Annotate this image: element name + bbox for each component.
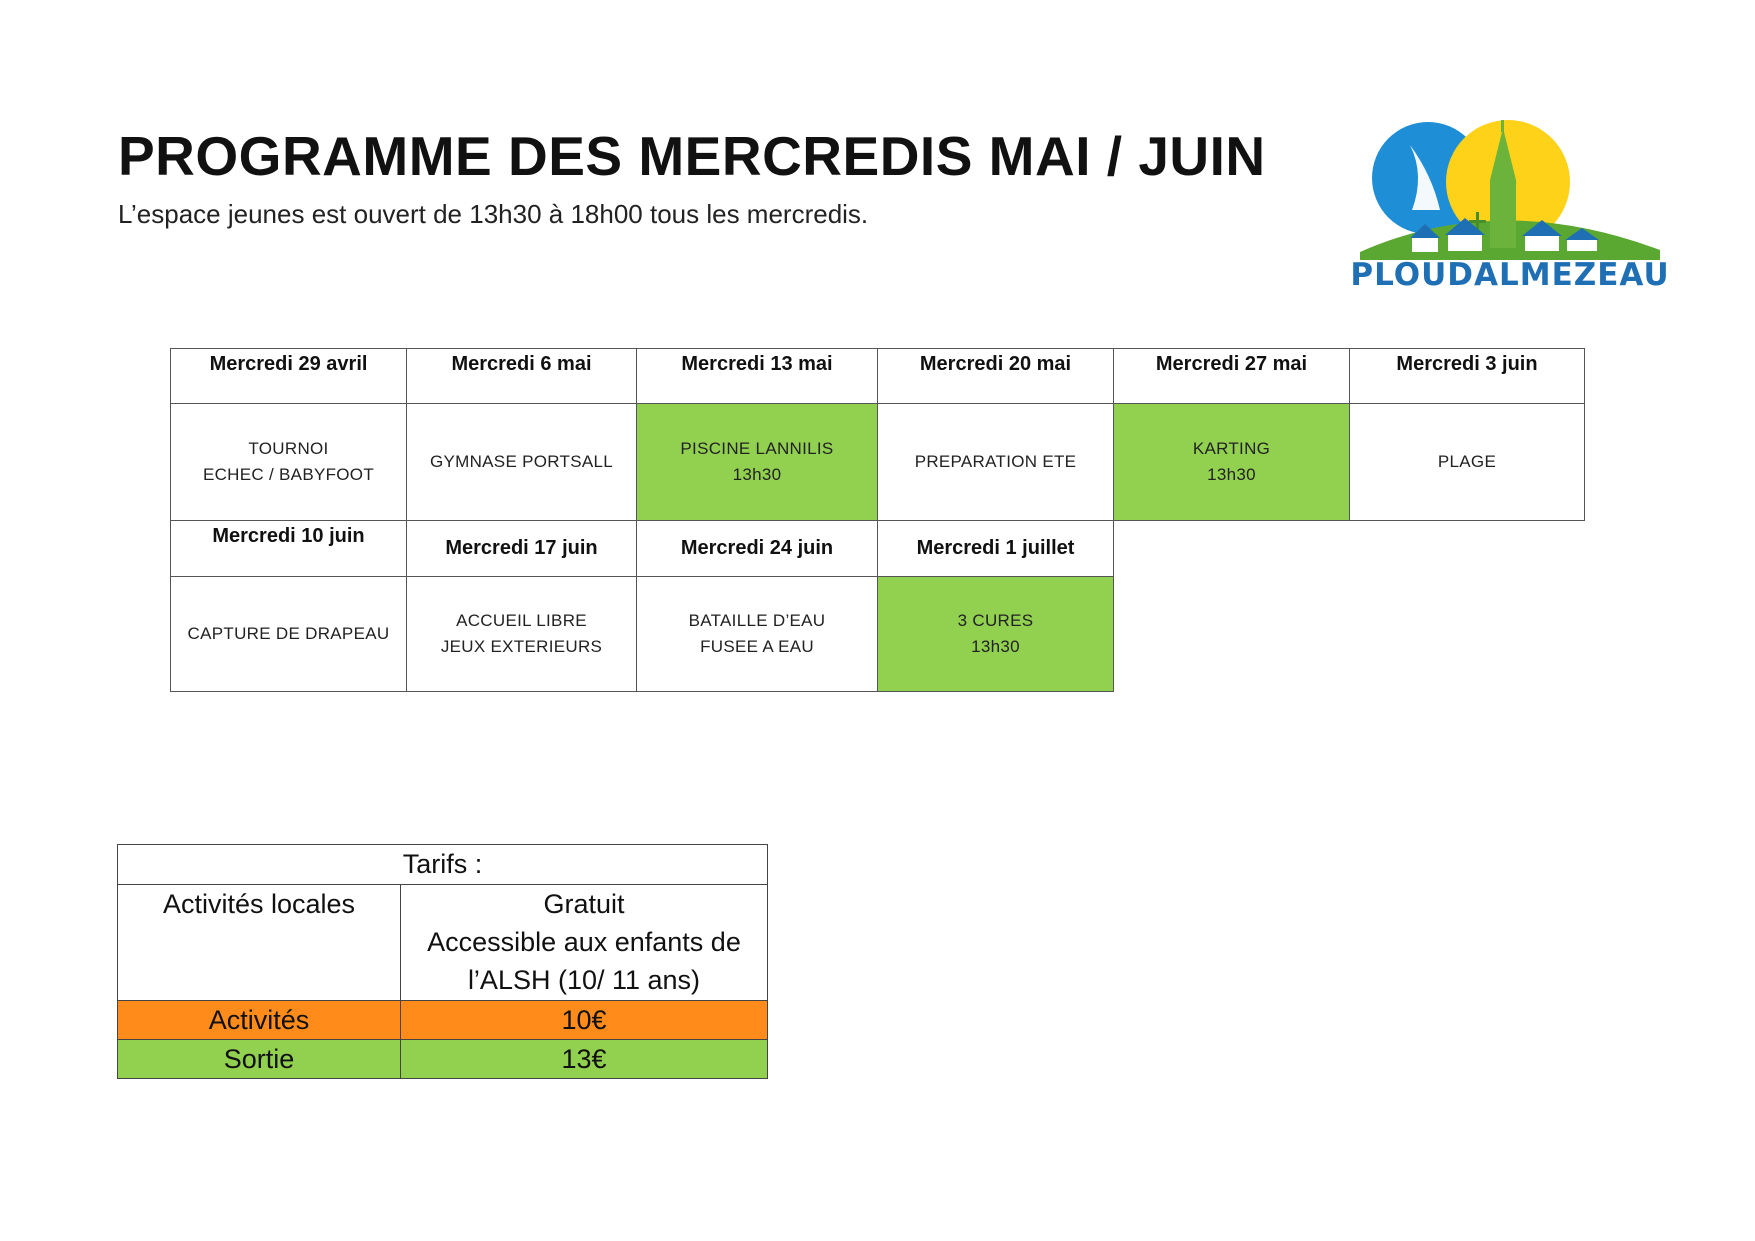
activity-cell bbox=[877, 403, 1114, 521]
activity-line: KARTING bbox=[1192, 439, 1271, 458]
date-header: Mercredi 13 mai bbox=[636, 348, 878, 404]
activity-time: 13h30 bbox=[732, 465, 782, 484]
activity-line: PISCINE LANNILIS bbox=[680, 439, 834, 458]
activites-price: 10€ bbox=[400, 1000, 768, 1040]
local-activities-value bbox=[400, 884, 768, 1001]
activity-cell-outing bbox=[636, 403, 878, 521]
activity-cell bbox=[406, 576, 637, 692]
activity-cell bbox=[170, 403, 407, 521]
tarifs-table bbox=[117, 844, 768, 1078]
activity-time: 13h30 bbox=[1207, 465, 1256, 484]
activity-line: FUSEE A EAU bbox=[700, 637, 814, 656]
activity-line: TOURNOI bbox=[248, 439, 329, 458]
activity-cell bbox=[636, 576, 878, 692]
tarifs-title: Tarifs : bbox=[117, 844, 768, 885]
local-activities-label: Activités locales bbox=[117, 884, 401, 1001]
activity-line: JEUX EXTERIEURS bbox=[440, 637, 603, 656]
date-header: Mercredi 29 avril bbox=[170, 348, 407, 404]
activity-line: 3 CURES bbox=[957, 611, 1034, 630]
date-header: Mercredi 27 mai bbox=[1113, 348, 1350, 404]
activites-label: Activités bbox=[117, 1000, 401, 1040]
schedule-table bbox=[170, 348, 1585, 692]
activity-line: ECHEC / BABYFOOT bbox=[202, 465, 375, 484]
date-header: Mercredi 10 juin bbox=[170, 520, 407, 577]
activity-line: PREPARATION ETE bbox=[914, 452, 1077, 471]
price-free: Gratuit bbox=[543, 889, 625, 919]
town-emblem-icon bbox=[1350, 120, 1670, 260]
activity-line: BATAILLE D’EAU bbox=[688, 611, 826, 630]
sortie-label: Sortie bbox=[117, 1039, 401, 1079]
eligibility-line: l’ALSH (10/ 11 ans) bbox=[467, 965, 701, 995]
date-header: Mercredi 1 juillet bbox=[877, 520, 1114, 577]
page-title: PROGRAMME DES MERCREDIS MAI / JUIN bbox=[118, 125, 1266, 187]
activity-cell bbox=[170, 576, 407, 692]
opening-hours-text: L’espace jeunes est ouvert de 13h30 à 18h00 tous les mercredis. bbox=[118, 199, 869, 229]
date-header: Mercredi 17 juin bbox=[406, 520, 637, 577]
eligibility-line: Accessible aux enfants de bbox=[427, 927, 741, 957]
date-header: Mercredi 20 mai bbox=[877, 348, 1114, 404]
date-header: Mercredi 24 juin bbox=[636, 520, 878, 577]
ploudalmezeau-logo bbox=[1350, 120, 1670, 300]
logo-wordmark: PLOUDALMEZEAU bbox=[1350, 257, 1670, 293]
activity-cell bbox=[406, 403, 637, 521]
date-header: Mercredi 6 mai bbox=[406, 348, 637, 404]
activity-time: 13h30 bbox=[971, 637, 1020, 656]
activity-line: CAPTURE DE DRAPEAU bbox=[187, 624, 390, 643]
activity-line: ACCUEIL LIBRE bbox=[456, 611, 587, 630]
activity-cell bbox=[1349, 403, 1585, 521]
activity-line: PLAGE bbox=[1437, 452, 1497, 471]
sortie-price: 13€ bbox=[400, 1039, 768, 1079]
activity-cell-outing bbox=[1113, 403, 1350, 521]
activity-line: GYMNASE PORTSALL bbox=[429, 452, 614, 471]
activity-cell-outing bbox=[877, 576, 1114, 692]
date-header: Mercredi 3 juin bbox=[1349, 348, 1585, 404]
